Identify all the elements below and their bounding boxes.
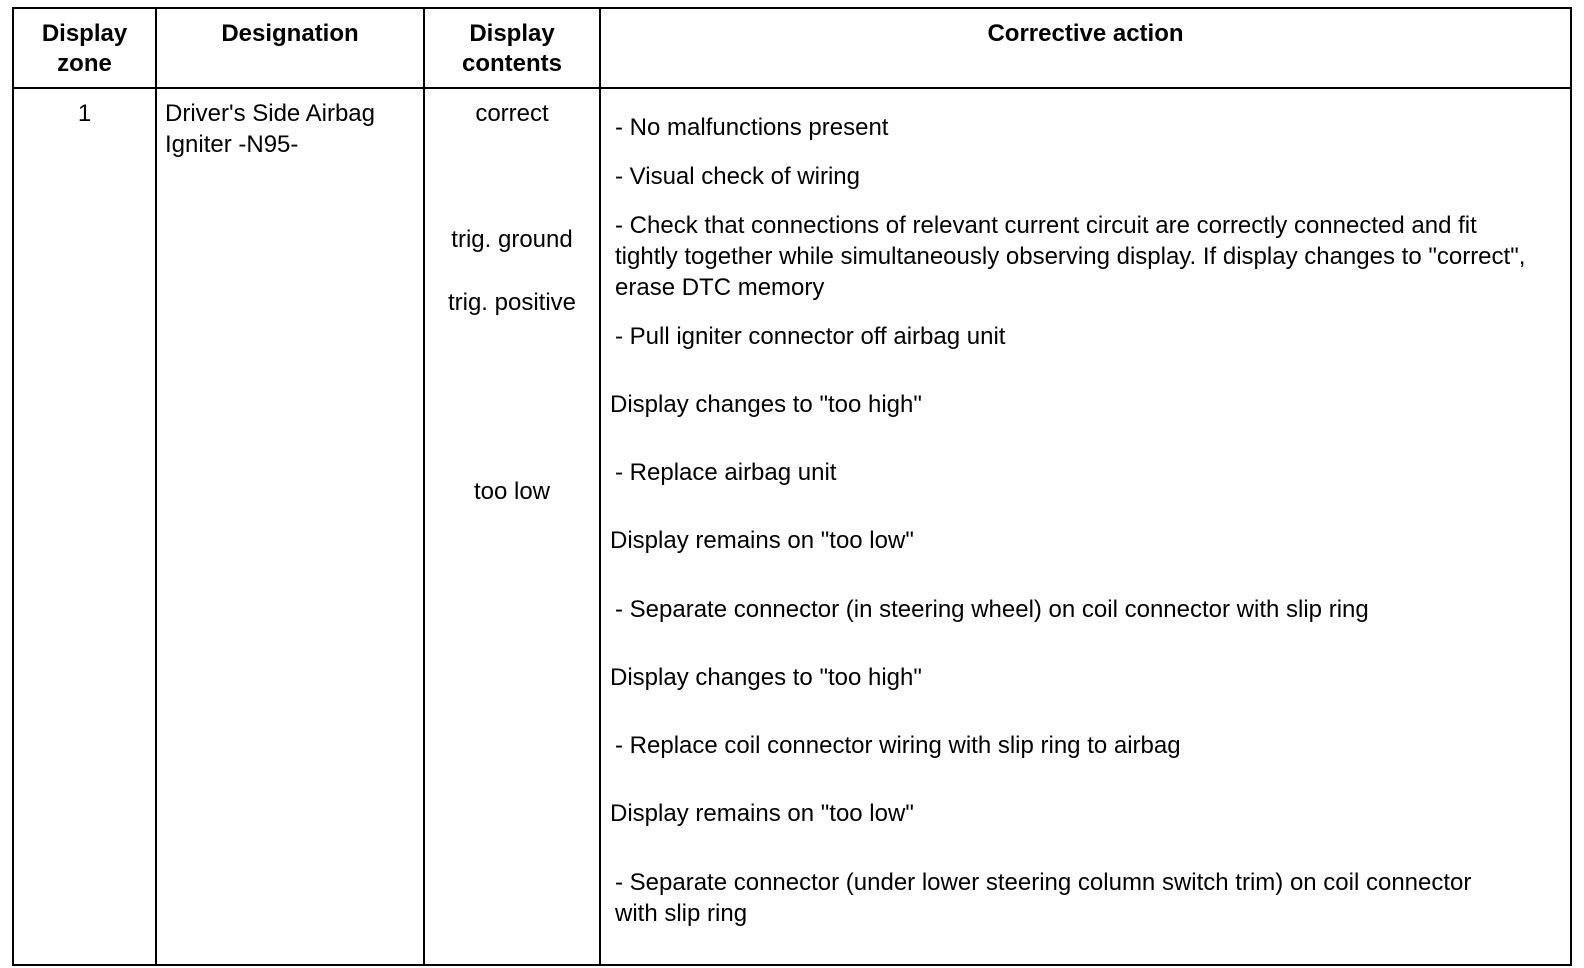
action-item: - Check that connections of relevant current circuit are correctly connected and fit tightly together while simultaneously observing display. If display changes to "correct", erase DTC memory bbox=[615, 212, 1526, 301]
action-item: - Pull igniter connector off airbag unit bbox=[615, 323, 1006, 350]
column-divider bbox=[599, 9, 601, 964]
action-item: - Separate connector (in steering wheel) on coil connector with slip ring bbox=[615, 596, 1369, 623]
action-result: Display changes to "too high" bbox=[610, 391, 922, 418]
header-display-zone: Display zone bbox=[41, 20, 128, 77]
diagnostic-table bbox=[12, 7, 1572, 966]
header-divider bbox=[14, 87, 1570, 89]
action-item: - No malfunctions present bbox=[615, 114, 889, 141]
action-item: - Replace coil connector wiring with slip ring to airbag bbox=[615, 732, 1181, 759]
display-contents-correct: correct bbox=[475, 100, 549, 127]
action-item: - Separate connector (under lower steering column switch trim) on coil connector with slip ring bbox=[615, 869, 1472, 927]
header-display-contents: Display contents bbox=[461, 20, 562, 77]
display-contents-trig-ground: trig. ground bbox=[451, 226, 573, 253]
action-result: Display changes to "too high" bbox=[610, 664, 922, 691]
header-designation: Designation bbox=[221, 20, 359, 47]
action-item: - Replace airbag unit bbox=[615, 459, 837, 486]
display-zone-value: 1 bbox=[77, 100, 92, 127]
designation-line: Driver's Side Airbag bbox=[165, 100, 375, 127]
display-contents-trig-positive: trig. positive bbox=[447, 289, 577, 316]
designation-line: Igniter -N95- bbox=[165, 131, 299, 158]
action-item: - Visual check of wiring bbox=[615, 163, 860, 190]
action-result: Display remains on "too low" bbox=[610, 527, 914, 554]
column-divider bbox=[155, 9, 157, 964]
header-corrective-action: Corrective action bbox=[987, 20, 1184, 47]
display-contents-too-low: too low bbox=[473, 478, 551, 505]
action-result: Display remains on "too low" bbox=[610, 800, 914, 827]
